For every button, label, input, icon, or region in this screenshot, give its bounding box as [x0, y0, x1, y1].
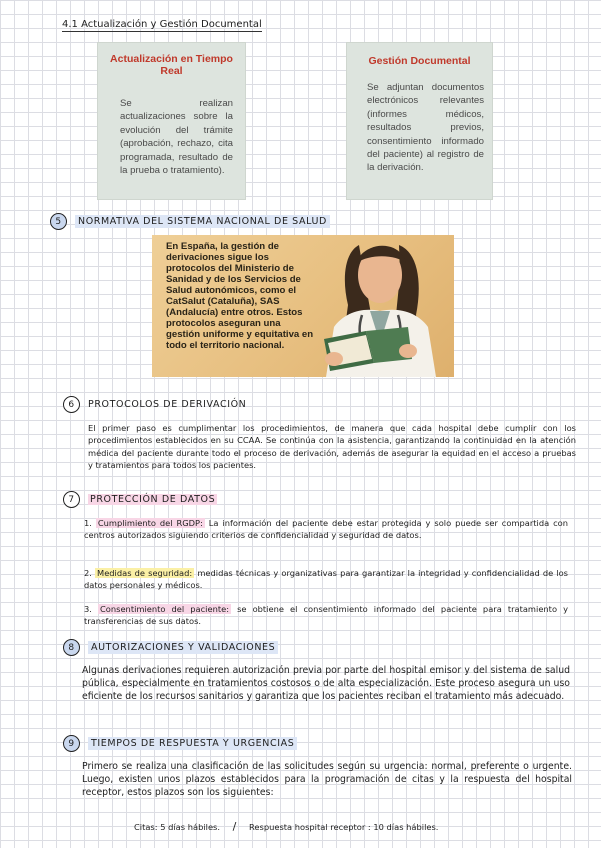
section-5-heading [50, 213, 330, 230]
deadline-citas: Citas: 5 días hábiles. [134, 822, 221, 832]
data-item-3-label: Consentimiento del paciente: [100, 604, 229, 614]
section-6-number: 6 [63, 396, 80, 413]
data-item-1 [84, 517, 568, 542]
section-5-title: NORMATIVA DEL SISTEMA NACIONAL DE SALUD [75, 215, 330, 228]
doctor-illustration [304, 235, 454, 377]
card-actualizacion-body: Se realizan actualizaciones sobre la evolución del trámite (aprobación, rechazo, cita programada, resultado de la prueba o tratamiento). [120, 98, 233, 177]
section-7-heading [63, 491, 217, 508]
data-item-3-text: se obtiene el consentimiento informado del paciente para tratamiento y transferencias de sus datos. [84, 604, 568, 627]
data-item-3-num: 3. [84, 604, 92, 614]
data-item-2-text: medidas técnicas y organizativas para garantizar la integridad y confidencialidad de los datos personales y médicos. [84, 568, 568, 591]
normativa-banner [152, 235, 454, 377]
data-item-1-label: Cumplimiento del RGDP: [97, 518, 203, 528]
section-8-heading [63, 639, 278, 656]
card-gestion-title: Gestión Documental [368, 55, 471, 67]
data-item-3 [84, 603, 568, 628]
section-8-number: 8 [63, 639, 80, 656]
section-8-title: AUTORIZACIONES Y VALIDACIONES [88, 641, 278, 654]
deadline-respuesta: Respuesta hospital receptor : 10 días hábiles. [249, 822, 439, 832]
data-item-2 [84, 567, 568, 592]
section-9-number: 9 [63, 735, 80, 752]
data-item-1-text: La información del paciente debe estar protegida y solo puede ser compartida con centros autorizados siguiendo criterios de confidencialidad y seguridad de datos. [84, 518, 569, 541]
section-7-number: 7 [63, 491, 80, 508]
section-6-title: PROTOCOLOS DE DERIVACIÓN [88, 399, 247, 410]
banner-text: En España, la gestión de derivaciones sigue los protocolos del Ministerio de Sanidad y de los Servicios de Salud autonómicos, como el CatSalut (Cataluña), SAS (Andalucía) entre otros. Estos protocolos aseguran una gestión uniforme y equitativa en todo el territorio nacional. [166, 241, 314, 351]
page-heading: 4.1 Actualización y Gestión Documental [62, 19, 262, 30]
card-gestion [346, 42, 493, 200]
section-5-number: 5 [50, 213, 67, 230]
section-9-body: Primero se realiza una clasificación de las solicitudes según su urgencia: normal, preferente o urgente. Luego, existen unos plazos establecidos para la programación de citas y la respuesta del hospital receptor, estos plazos son los siguientes: [82, 761, 572, 798]
section-7-title: PROTECCIÓN DE DATOS [90, 494, 216, 505]
section-6-body: El primer paso es cumplimentar los procedimientos, de manera que cada hospital debe cumplir con los procedimientos establecidos en su CCAA. Se continúa con la asistencia, garantizando la continuidad en la atención médica del paciente durante todo el proceso de derivación, además de asegurar la equidad en el acceso a pruebas y tratamientos para todos los pacientes. [88, 423, 576, 470]
section-9-deadlines [134, 820, 438, 833]
data-item-2-num: 2. [84, 568, 92, 578]
card-actualizacion [97, 42, 246, 200]
data-item-1-num: 1. [84, 518, 92, 528]
section-6-heading [63, 396, 246, 413]
section-9-heading [63, 735, 297, 752]
section-9-title: TIEMPOS DE RESPUESTA Y URGENCIAS [88, 737, 297, 750]
data-item-2-label: Medidas de seguridad: [97, 568, 193, 578]
deadline-separator: / [232, 820, 237, 833]
card-gestion-body: Se adjuntan documentos electrónicos relevantes (informes médicos, resultados previos, consentimiento informado del paciente) al registro de la derivación. [367, 82, 484, 174]
card-actualizacion-title: Actualización en Tiempo Real [110, 53, 233, 77]
section-8-body: Algunas derivaciones requieren autorización previa por parte del hospital emisor y del sistema de salud pública, especialmente en tratamientos costosos o de alta especialización. Este proceso asegura un uso eficiente de los recursos sanitarios y garantiza que los pacientes reciban el tratamiento más adecuado. [82, 665, 570, 702]
